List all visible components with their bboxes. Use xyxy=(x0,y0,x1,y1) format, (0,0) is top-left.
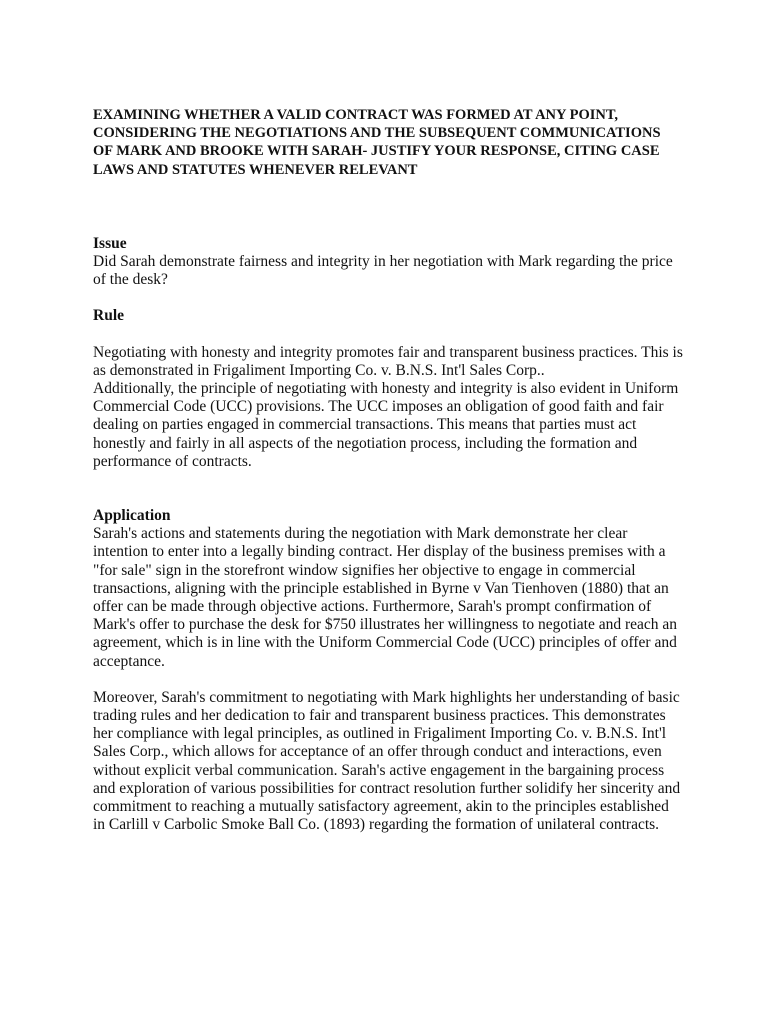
application-heading: Application xyxy=(93,507,171,525)
rule-paragraph-2: Additionally, the principle of negotiating with honesty and integrity is also evident in Uniform Commercial Code (UCC) provisions. The UCC imposes an obligation of good faith and fair dealing on parties engaged in commercial transactions. This means that parties must act honestly and fairly in all aspects of the negotiation process, including the formation and performance of contracts. xyxy=(93,380,679,470)
rule-paragraph-1: Negotiating with honesty and integrity promotes fair and transparent business practices. This is as demonstrated in Frigaliment Importing Co. v. B.N.S. Int'l Sales Corp.. xyxy=(93,343,683,379)
issue-text: Did Sarah demonstrate fairness and integrity in her negotiation with Mark regarding the price of the desk? xyxy=(93,253,673,289)
document-title: EXAMINING WHETHER A VALID CONTRACT WAS FORMED AT ANY POINT, CONSIDERING THE NEGOTIATIONS AND THE SUBSEQUENT COMMUNICATIONS OF MARK AND BROOKE WITH SARAH- JUSTIFY YOUR RESPONSE, CITING CASE LAWS AND STATUTES WHENEVER RELEVANT xyxy=(93,107,661,178)
application-paragraph-2: Moreover, Sarah's commitment to negotiating with Mark highlights her understanding of basic trading rules and her dedication to fair and transparent business practices. This demonstrates her compliance with legal principles, as outlined in Frigaliment Importing Co. v. B.N.S. Int'l Sales Corp., which allows for acceptance of an offer through conduct and interactions, even without explicit verbal communication. Sarah's active engagement in the bargaining process and exploration of various possibilities for contract resolution further solidify her sincerity and commitment to reaching a mutually satisfactory agreement, akin to the principles established in Carlill v Carbolic Smoke Ball Co. (1893) regarding the formation of unilateral contracts. xyxy=(93,688,681,834)
rule-heading: Rule xyxy=(93,307,124,325)
document-page xyxy=(93,106,683,835)
application-paragraph-1: Sarah's actions and statements during the negotiation with Mark demonstrate her clear intention to enter into a legally binding contract. Her display of the business premises with a "for sale" sign in the storefront window signifies her objective to engage in commercial transactions, aligning with the principle established in Byrne v Van Tienhoven (1880) that an offer can be made through objective actions. Furthermore, Sarah's prompt confirmation of Mark's offer to purchase the desk for $750 illustrates her willingness to negotiate and reach an agreement, which is in line with the Uniform Commercial Code (UCC) principles of offer and acceptance. xyxy=(93,525,678,670)
issue-heading: Issue xyxy=(93,234,127,252)
